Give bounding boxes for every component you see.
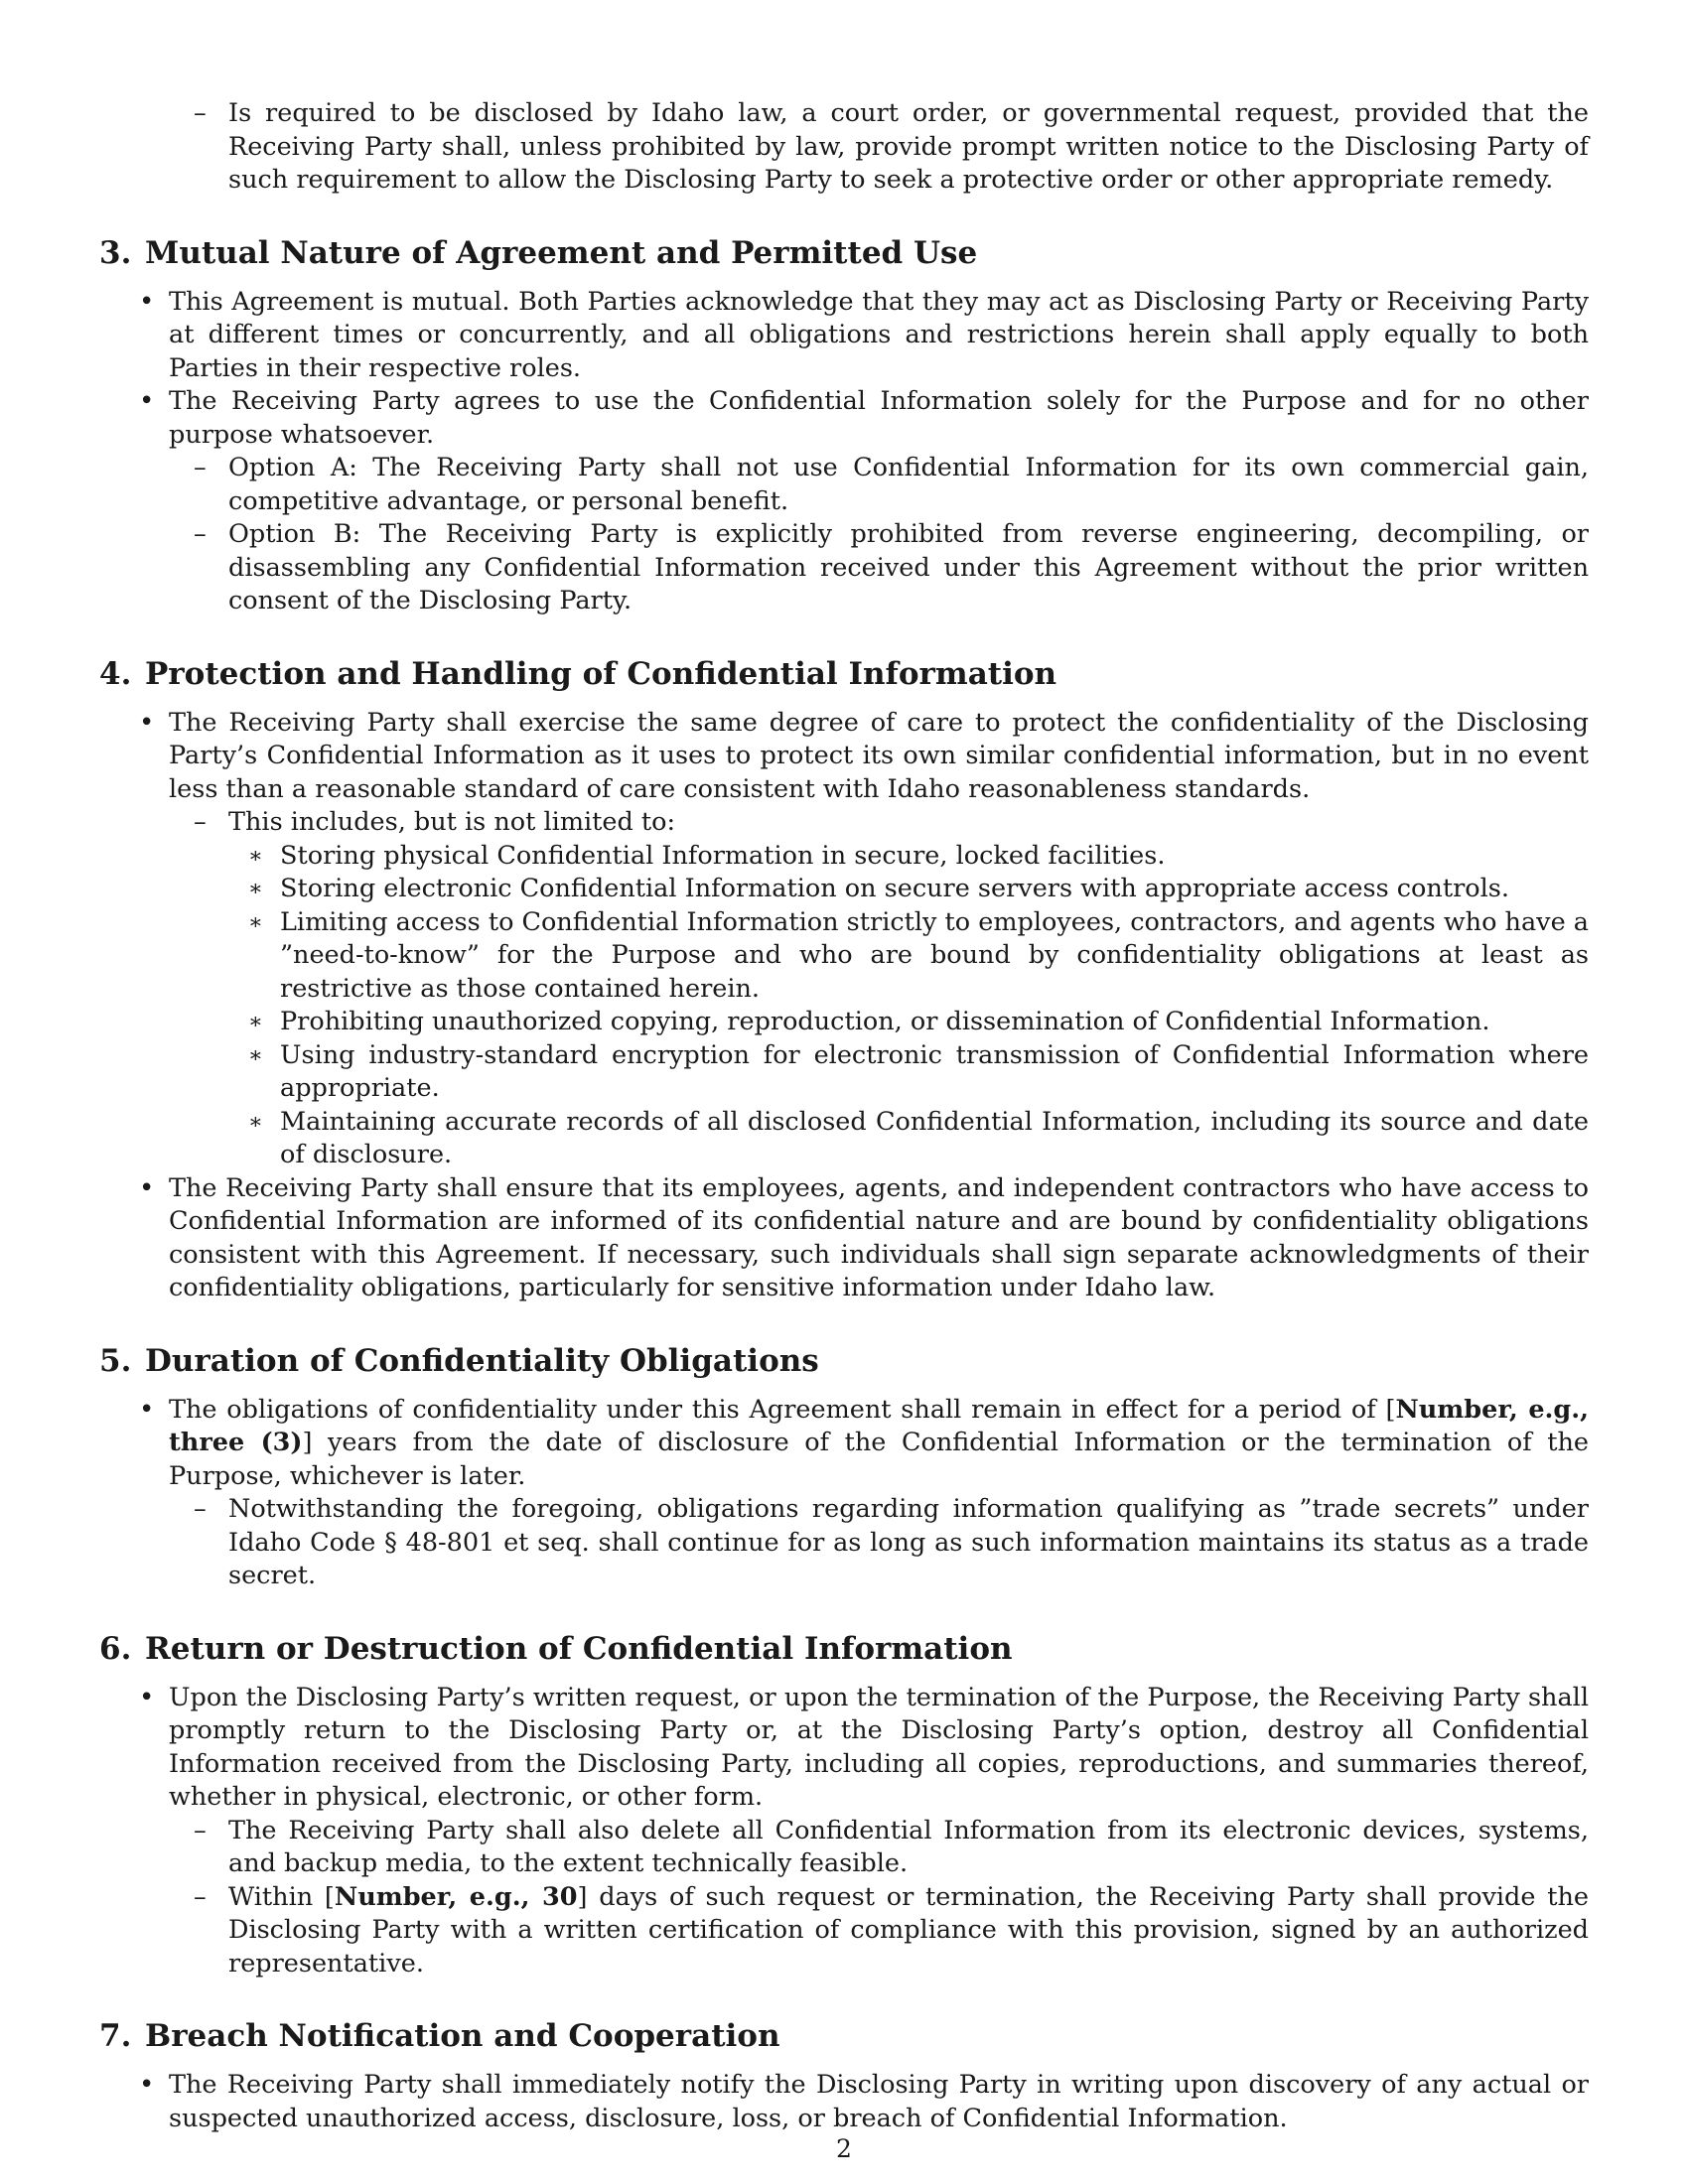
section-3-heading-block	[99, 234, 1589, 272]
star-text: Storing physical Confidential Information in secure, locked facilities.	[280, 840, 1166, 871]
section-6-heading-block	[99, 1630, 1589, 1668]
dash-text: The Receiving Party shall also delete all Confidential Information from its electronic devices, systems, and backup media, to the extent technically feasible.	[228, 1815, 1589, 1878]
star-marker: ∗	[248, 1010, 263, 1034]
section-heading	[99, 234, 1589, 272]
bullet-item	[99, 385, 1589, 452]
section-number: 6.	[99, 1630, 132, 1667]
star-text: Prohibiting unauthorized copying, reproduction, or dissemination of Confidential Information.	[280, 1007, 1490, 1036]
bullet-text: The Receiving Party shall ensure that its employees, agents, and independent contractors who have access to Confidential Information are informed of its confidential nature and are bound by confidentiality obligations consistent with this Agreement. If necessary, such individuals shall sign separate acknowledgments of their confidentiality obligations, particularly for sensitive information under Idaho law.	[169, 1172, 1589, 1302]
bullet-marker: •	[139, 1682, 155, 1712]
bullet-marker: •	[139, 386, 155, 416]
star-marker: ∗	[248, 1109, 263, 1135]
bullet-text-pre: The obligations of confidentiality under this Agreement shall remain in effect for a period of [	[169, 1394, 1396, 1425]
dash-text-pre: Within [	[228, 1881, 335, 1912]
section-title: Mutual Nature of Agreement and Permitted Use	[145, 234, 978, 271]
dash-item	[99, 1881, 1589, 1981]
dash-text: This includes, but is not limited to:	[228, 807, 676, 837]
dash-marker: –	[194, 1815, 207, 1845]
section-heading	[99, 2017, 1589, 2055]
bullet-text: This Agreement is mutual. Both Parties acknowledge that they may act as Disclosing Party or Receiving Party at different times or concurrently, and all obligations and restrictions herein shall apply equally to both Parties in their respective roles.	[169, 286, 1589, 383]
dash-text-post: ] days of such request or termination, the Receiving Party shall provide the Disclosing Party with a written certification of compliance with this provision, signed by an authorized representative.	[228, 1881, 1589, 1979]
section-number: 7.	[99, 2018, 132, 2054]
star-text: Limiting access to Confidential Information strictly to employees, contractors, and agents who have a ”need-to-know” for the Purpose and who are bound by confidentiality obligations at least as restrictive as those contained herein.	[280, 906, 1589, 1004]
section-heading	[99, 655, 1589, 693]
section-title: Return or Destruction of Confidential Information	[145, 1630, 1013, 1667]
dash-marker: –	[194, 1881, 207, 1912]
bullet-item	[99, 707, 1589, 807]
dash-item	[99, 806, 1589, 840]
section-number: 4.	[99, 655, 132, 692]
bullet-text: The Receiving Party shall exercise the same degree of care to protect the confidentiality of the Disclosing Party’s Confidential Information as it uses to protect its own similar confidential information, but in no event less than a reasonable standard of care consistent with Idaho reasonableness standards.	[169, 707, 1589, 804]
dash-text: Option A: The Receiving Party shall not use Confidential Information for its own commercial gain, competitive advantage, or personal benefit.	[228, 453, 1589, 516]
section-title: Breach Notification and Cooperation	[145, 2018, 780, 2054]
star-item	[99, 1106, 1589, 1172]
star-item	[99, 906, 1589, 1007]
placeholder-term: Number, e.g., three (3)	[169, 1394, 1589, 1457]
dash-text: Notwithstanding the foregoing, obligations regarding information qualifying as ”trade secrets” under Idaho Code § 48-801 et seq. shall continue for as long as such information maintains its status as a trade secret.	[228, 1494, 1589, 1590]
section-5-heading-block	[99, 1342, 1589, 1380]
bullet-item	[99, 286, 1589, 386]
placeholder-term: Number, e.g., 30	[334, 1881, 578, 1912]
section-4-heading-block	[99, 655, 1589, 693]
section-number: 5.	[99, 1342, 132, 1379]
bullet-marker: •	[139, 1394, 155, 1425]
dash-item	[99, 1815, 1589, 1881]
star-text: Storing electronic Confidential Information on secure servers with appropriate access controls.	[280, 874, 1509, 903]
dash-item	[99, 518, 1589, 618]
dash-marker: –	[194, 98, 207, 128]
star-marker: ∗	[248, 877, 263, 901]
section-heading	[99, 1630, 1589, 1668]
section-heading	[99, 1342, 1589, 1380]
document-body	[99, 97, 1589, 2135]
star-text: Using industry-standard encryption for electronic transmission of Confidential Information where appropriate.	[280, 1039, 1589, 1103]
bullet-text: Upon the Disclosing Party’s written request, or upon the termination of the Purpose, the Receiving Party shall promptly return to the Disclosing Party or, at the Disclosing Party’s option, destroy all Confidential Information received from the Disclosing Party, including all copies, reproductions, and summaries thereof, whether in physical, electronic, or other form.	[169, 1682, 1589, 1812]
page-number: 2	[836, 2134, 852, 2163]
star-marker: ∗	[248, 909, 263, 935]
section-title: Duration of Confidentiality Obligations	[145, 1342, 819, 1379]
dash-marker: –	[194, 1494, 207, 1524]
dash-item	[99, 1493, 1589, 1593]
dash-marker: –	[194, 807, 207, 837]
star-marker: ∗	[248, 843, 263, 869]
bullet-text-post: ] years from the date of disclosure of the Confidential Information or the termination of the Purpose, whichever is later.	[169, 1428, 1589, 1491]
bullet-text: The Receiving Party agrees to use the Confidential Information solely for the Purpose and for no other purpose whatsoever.	[169, 386, 1589, 450]
list-item-continued	[99, 97, 1589, 198]
dash-text: Option B: The Receiving Party is explicitly prohibited from reverse engineering, decompiling, or disassembling any Confidential Information received under this Agreement without the prior written consent of the Disclosing Party.	[228, 519, 1589, 615]
section-7-heading-block	[99, 2017, 1589, 2055]
bullet-text: The Receiving Party shall immediately notify the Disclosing Party in writing upon discovery of any actual or suspected unauthorized access, disclosure, loss, or breach of Confidential Information.	[169, 2070, 1589, 2133]
section-title: Protection and Handling of Confidential Information	[145, 655, 1057, 692]
bullet-item	[99, 1394, 1589, 1494]
dash-item	[99, 452, 1589, 518]
star-item	[99, 873, 1589, 906]
bullet-marker: •	[139, 707, 155, 738]
bullet-marker: •	[139, 286, 155, 317]
star-text: Maintaining accurate records of all disclosed Confidential Information, including its source and date of disclosure.	[280, 1106, 1589, 1169]
bullet-item	[99, 2069, 1589, 2135]
star-item	[99, 1006, 1589, 1039]
section-number: 3.	[99, 234, 132, 271]
list-item-text: Is required to be disclosed by Idaho law, a court order, or governmental request, provided that the Receiving Party shall, unless prohibited by law, provide prompt written notice to the Disclosing Party of such requirement to allow the Disclosing Party to seek a protective order or other appropriate remedy.	[228, 98, 1589, 195]
star-marker: ∗	[248, 1042, 263, 1068]
dash-marker: –	[194, 453, 207, 482]
dash-marker: –	[194, 519, 207, 549]
bullet-marker: •	[139, 1172, 155, 1203]
star-item	[99, 840, 1589, 874]
star-item	[99, 1039, 1589, 1106]
bullet-item	[99, 1682, 1589, 1815]
bullet-item	[99, 1172, 1589, 1305]
bullet-marker: •	[139, 2070, 155, 2100]
